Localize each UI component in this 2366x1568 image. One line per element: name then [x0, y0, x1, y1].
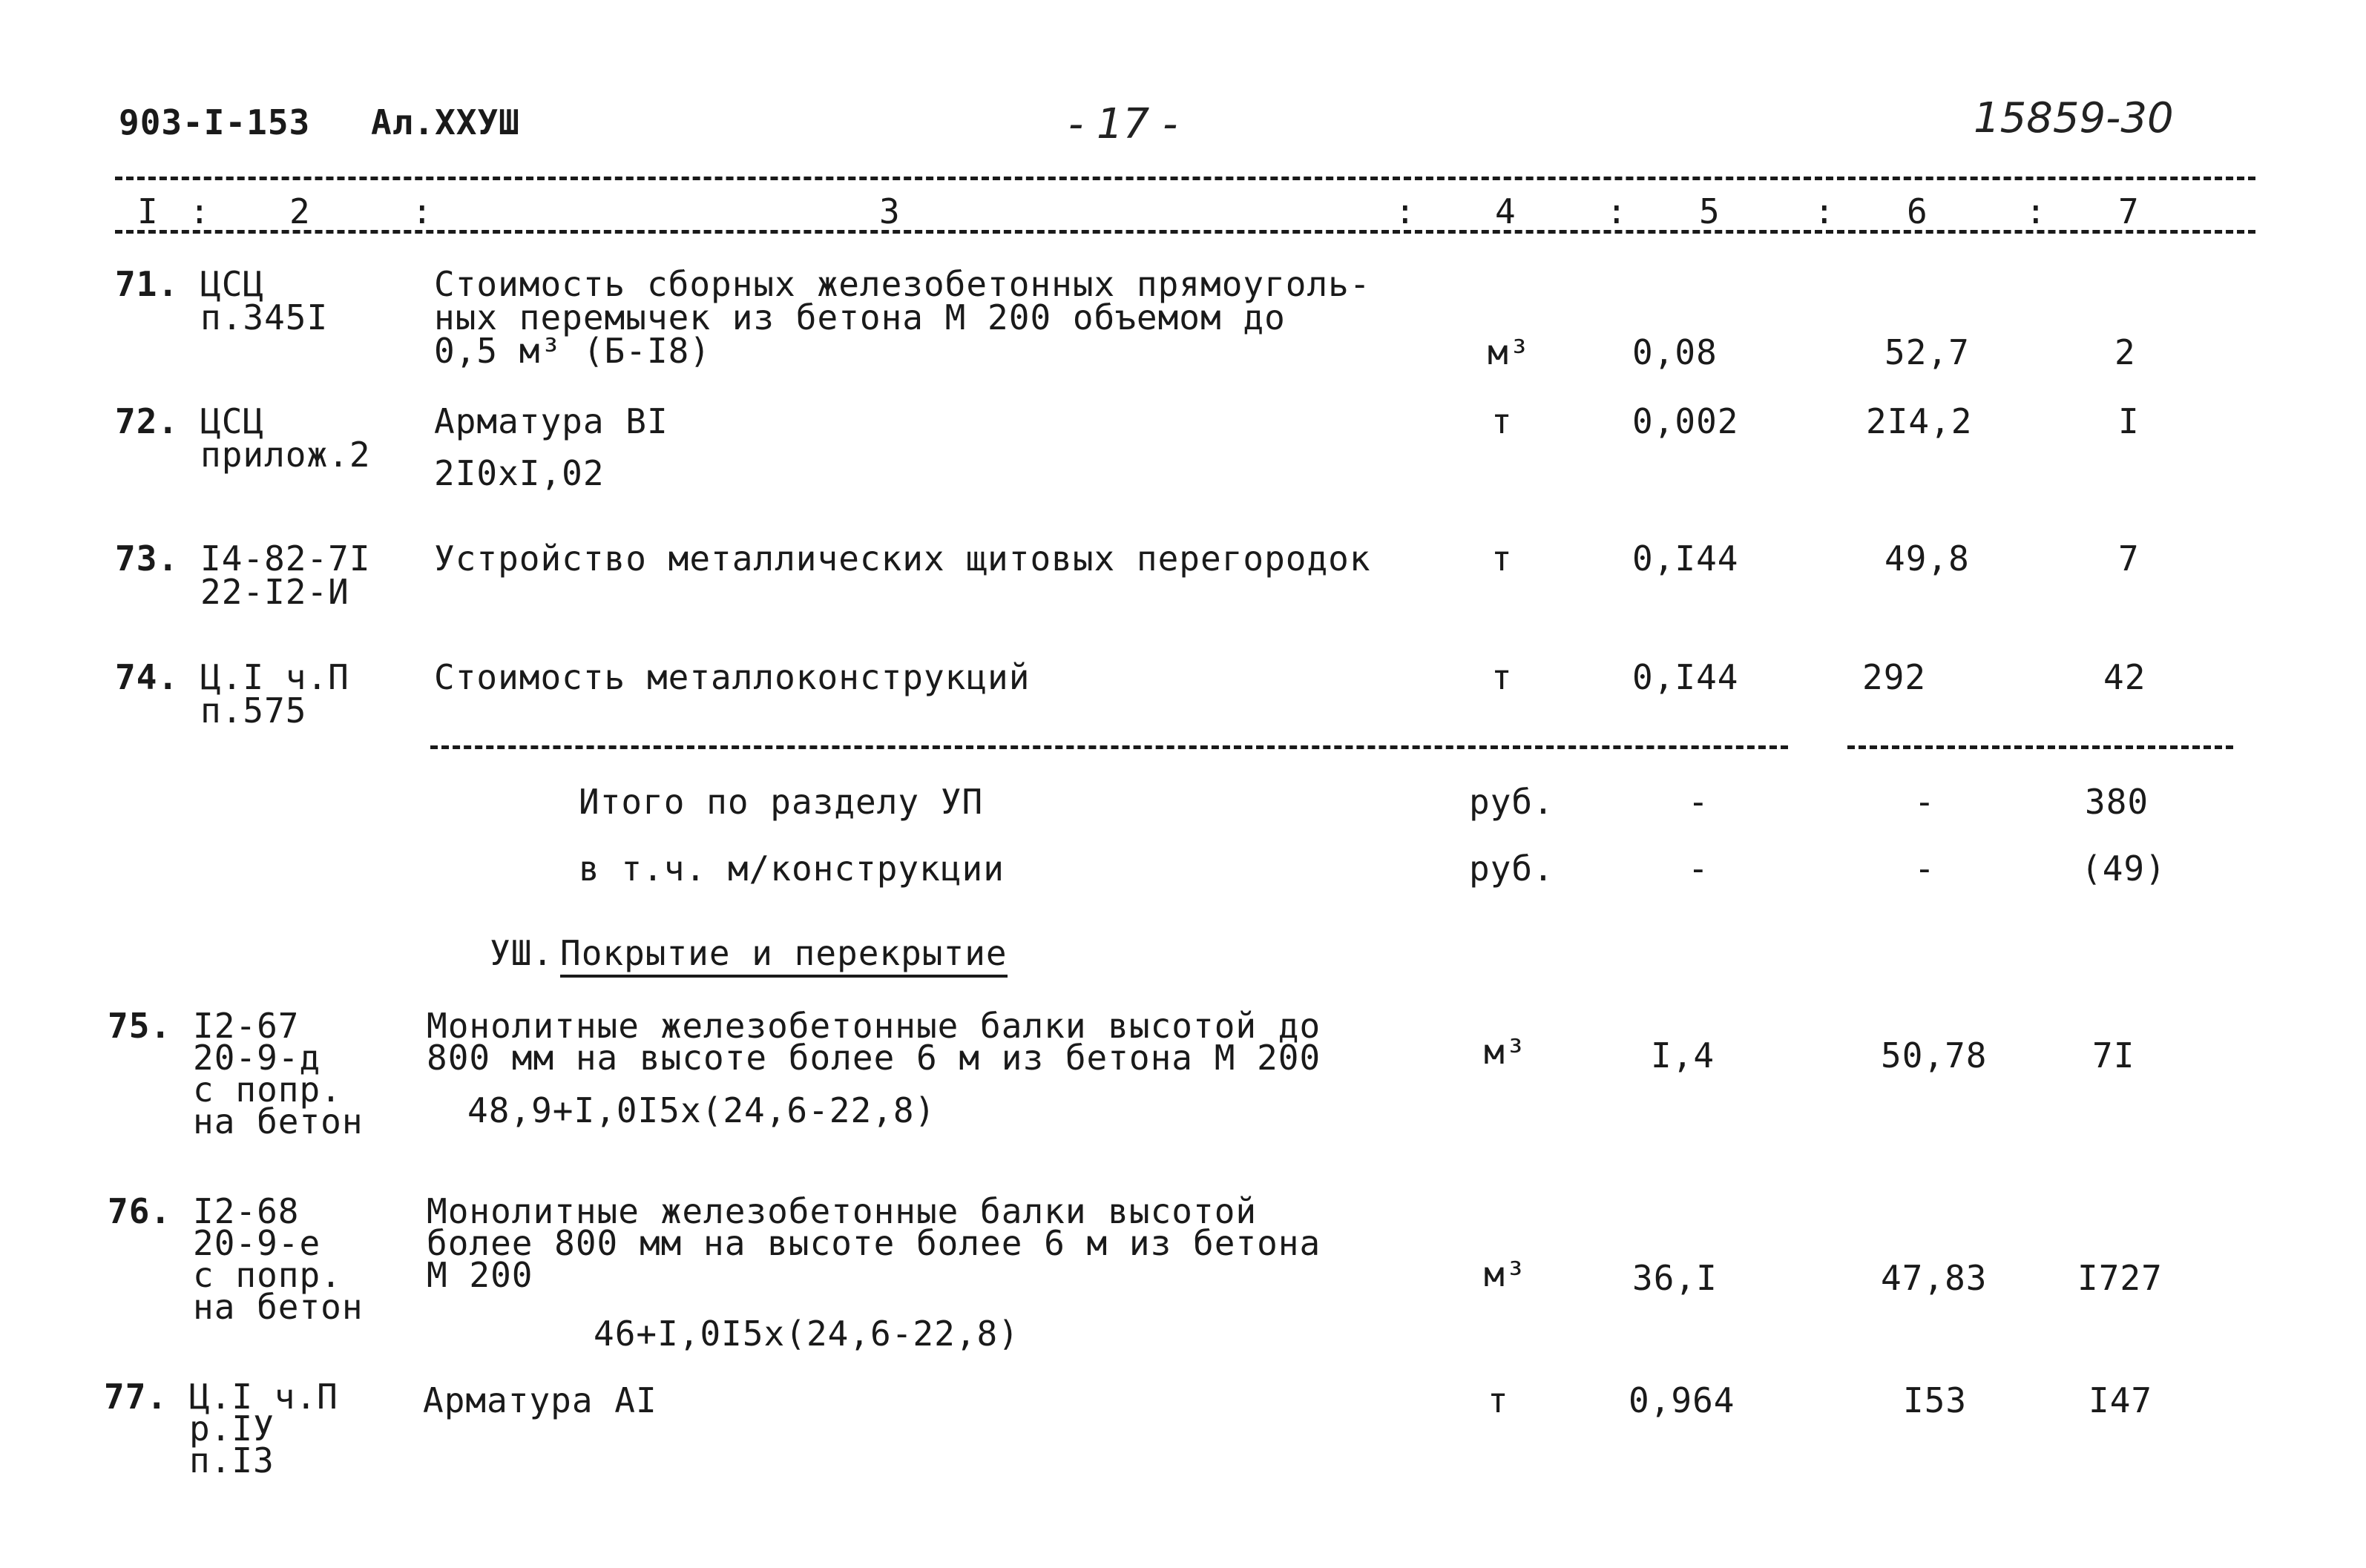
row-description-line: Монолитные железобетонные балки высотой: [427, 1191, 1258, 1231]
subtotal-label: в т.ч. м/конструкции: [579, 849, 1005, 889]
row-formula: 48,9+I,0I5x(24,6-22,8): [467, 1090, 936, 1130]
col-sep: :: [2025, 191, 2047, 231]
row-code-line: п.I3: [189, 1440, 275, 1480]
row-description-line: Стоимость сборных железобетонных прямоуголь-: [434, 264, 1371, 304]
row-code-line: на бетон: [193, 1101, 364, 1142]
col-sep: :: [1814, 191, 1836, 231]
col-header-3: 3: [879, 191, 901, 231]
row-unit-price: 47,83: [1881, 1258, 1988, 1298]
subtotal-rule: [1847, 745, 2233, 749]
row-description-line: 800 мм на высоте более 6 м из бетона М 200: [427, 1038, 1321, 1078]
row-unit: м³: [1484, 1032, 1527, 1072]
row-number: 75.: [108, 1006, 172, 1046]
doc-code: 903-I-153: [119, 102, 311, 142]
row-description-line: Стоимость металлоконструкций: [434, 657, 1031, 697]
row-code-line: 20-9-д: [193, 1038, 321, 1078]
row-description-line: Устройство металлических щитовых перегородок: [434, 538, 1371, 579]
row-total: I727: [2077, 1258, 2163, 1298]
row-code-line: Ц.I ч.П: [200, 657, 349, 697]
row-unit: т: [1491, 657, 1513, 697]
row-code-line: I4-82-7I: [200, 538, 371, 579]
row-unit-price: 292: [1862, 657, 1927, 697]
subtotal-quantity: -: [1688, 782, 1709, 822]
row-quantity: I,4: [1651, 1035, 1715, 1075]
section-number: УШ.: [490, 933, 554, 973]
subtotal-unit: руб.: [1469, 782, 1554, 822]
header-bottom-rule: [115, 230, 2255, 234]
row-description-line: М 200: [427, 1255, 533, 1295]
row-unit-price: 49,8: [1884, 538, 1970, 579]
col-header-5: 5: [1699, 191, 1721, 231]
row-total: 42: [2103, 657, 2146, 697]
subtotal-price: -: [1914, 782, 1936, 822]
row-description-line: ных перемычек из бетона М 200 объемом до: [434, 297, 1286, 337]
row-number: 72.: [115, 401, 180, 441]
page-number: - 17 -: [1068, 100, 1178, 148]
col-header-2: 2: [289, 191, 311, 231]
row-description-line: 0,5 м³ (Б-I8): [434, 331, 712, 371]
subtotal-quantity: -: [1688, 849, 1709, 889]
row-number: 74.: [115, 657, 180, 697]
row-quantity: 0,002: [1632, 401, 1739, 441]
row-code-line: 20-9-е: [193, 1223, 321, 1263]
row-unit: т: [1491, 401, 1513, 441]
subtotal-price: -: [1914, 849, 1936, 889]
row-unit: т: [1491, 538, 1513, 579]
subtotal-label: Итого по разделу УП: [579, 782, 984, 822]
row-unit: м³: [1488, 332, 1531, 372]
row-total: I: [2118, 401, 2140, 441]
row-unit-price: 52,7: [1884, 332, 1970, 372]
subtotal-unit: руб.: [1469, 849, 1554, 889]
row-formula: 46+I,0I5x(24,6-22,8): [594, 1314, 1019, 1354]
row-number: 71.: [115, 264, 180, 304]
row-quantity: 0,I44: [1632, 538, 1739, 579]
row-number: 73.: [115, 538, 180, 579]
row-number: 76.: [108, 1191, 172, 1231]
row-quantity: 0,I44: [1632, 657, 1739, 697]
row-unit-price: I53: [1903, 1380, 1968, 1420]
subtotal-rule: [430, 745, 1788, 749]
row-code-line: п.345I: [200, 297, 329, 337]
row-unit-price: 2I4,2: [1866, 401, 1973, 441]
row-number: 77.: [104, 1377, 168, 1417]
row-code-line: п.575: [200, 691, 307, 731]
row-code-line: Ц.I ч.П: [189, 1377, 338, 1417]
row-total: 2: [2114, 332, 2136, 372]
row-code-line: прилож.2: [200, 435, 371, 475]
archive-number: 15859-30: [1974, 94, 2174, 142]
row-total: 7I: [2092, 1035, 2135, 1075]
row-unit: м³: [1484, 1254, 1527, 1294]
row-description-line: более 800 мм на высоте более 6 м из бетона: [427, 1223, 1321, 1263]
row-code-line: с попр.: [193, 1255, 342, 1295]
row-description-line: Арматура AI: [423, 1380, 657, 1420]
row-quantity: 36,I: [1632, 1258, 1718, 1298]
row-formula: 2I0xI,02: [434, 453, 605, 493]
col-header-6: 6: [1907, 191, 1928, 231]
col-sep: :: [1395, 191, 1416, 231]
subtotal-total: 380: [2085, 782, 2149, 822]
row-code-line: 22-I2-И: [200, 572, 349, 612]
col-sep: :: [1606, 191, 1628, 231]
row-unit: т: [1488, 1380, 1509, 1420]
row-code-line: р.IУ: [189, 1409, 275, 1449]
col-sep: :: [412, 191, 433, 231]
row-code-line: на бетон: [193, 1287, 364, 1327]
row-code-line: I2-68: [193, 1191, 300, 1231]
row-description-line: Арматура BI: [434, 401, 668, 441]
album-number: Ал.XXУШ: [371, 102, 520, 142]
row-code-line: I2-67: [193, 1006, 300, 1046]
row-total: 7: [2118, 538, 2140, 579]
row-total: I47: [2089, 1380, 2153, 1420]
header-top-rule: [115, 177, 2255, 180]
row-quantity: 0,08: [1632, 332, 1718, 372]
col-sep: :: [189, 191, 211, 231]
col-header-4: 4: [1495, 191, 1516, 231]
row-code-line: ЦСЦ: [200, 401, 265, 441]
col-header-7: 7: [2118, 191, 2140, 231]
row-code-line: с попр.: [193, 1070, 342, 1110]
row-unit-price: 50,78: [1881, 1035, 1988, 1075]
row-description-line: Монолитные железобетонные балки высотой до: [427, 1006, 1321, 1046]
subtotal-total: (49): [2081, 849, 2166, 889]
row-code-line: ЦСЦ: [200, 264, 265, 304]
row-quantity: 0,964: [1629, 1380, 1735, 1420]
col-header-1: I: [137, 191, 159, 231]
section-title: Покрытие и перекрытие: [560, 936, 1008, 978]
